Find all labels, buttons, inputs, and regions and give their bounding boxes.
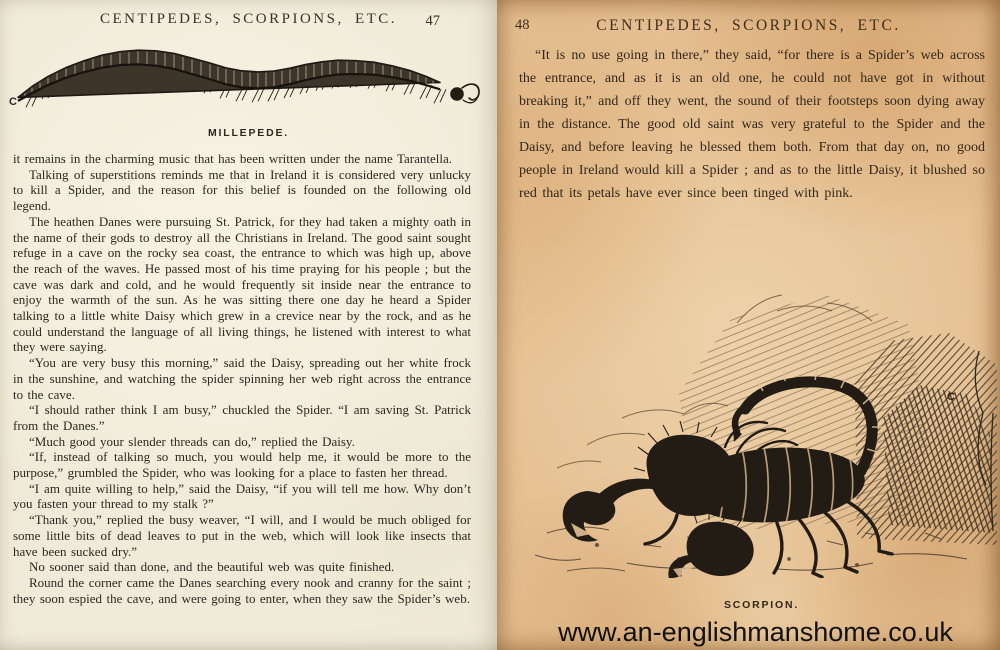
millipede-engraving-illustration (6, 32, 492, 126)
paragraph: “I am quite willing to help,” said the Daisy, “if you will tell me how. Why don’t you fasten your thread to my stalk ?” (13, 480, 471, 512)
paragraph: “If, instead of talking so much, you would help me, it would be more to the purpose,” grumbled the Spider, who was looking for a place to fasten her thread. (13, 449, 471, 481)
right-page (497, 0, 1000, 650)
paragraph: “It is no use going in there,” they said, “for there is a Spider’s web across the entrance, and as it is an old one, he could not have got in without breaking it,” and off they went, the sound of their footsteps soon dying away in the distance. The good old saint was very grateful to the Spider and the Daisy, and before leaving he blessed them both. From that day on, no good people in Ireland would kill a Spider ; and as to the little Daisy, it blushed so red that its petals have ever since been tinged with pink. (519, 48, 985, 201)
left-margin-letter: C (9, 96, 17, 108)
millipede-body (18, 32, 446, 101)
paragraph: The heathen Danes were pursuing St. Patrick, for they had taken a mighty oath in the name of their gods to destroy all the Christians in Ireland. The good saint sought refuge in a cave on the rocky sea coast, the entrance to which was high up, above the reach of the waves. He passed most of his time praying for his people ; but the cave was dark and cold, and he would frequently sit inside near the entrance to enjoy the warmth of the sun. As he was sitting there one day he heard a Spider talking to a little white Daisy which grew in a crevice near by the rock, and as he could understand the language of all living things, he listened with interest to what they were saying. (13, 213, 471, 355)
paragraph: No sooner said than done, and the beautiful web was quite finished. (29, 559, 395, 575)
paragraph: Round the corner came the Danes searching every nook and cranny for the saint ; they soon espied the cave, and were going to enter, when they saw the Spider’s web. (13, 574, 471, 606)
left-running-title: CENTIPEDES, SCORPIONS, ETC. (99, 11, 398, 27)
watermark-url: www.an-englishmanshome.co.uk (558, 617, 953, 647)
millipede-head (450, 84, 479, 103)
scorpion-caption: SCORPION. (723, 599, 800, 611)
scorpion-engraving-illustration (527, 233, 997, 578)
right-running-title: CENTIPEDES, SCORPIONS, ETC. (596, 17, 901, 34)
right-margin-letter: C (947, 391, 955, 403)
right-body-text (519, 44, 985, 205)
left-body-text (13, 151, 471, 606)
left-page-number: 47 (425, 13, 440, 29)
millipede-caption: MILLEPEDE. (207, 127, 289, 139)
paragraph: “You are very busy this morning,” said the Daisy, spreading out her white frock in the sunshine, and watching the spider spinning her web right across the entrance to the cave. (13, 355, 471, 402)
right-page-number: 48 (515, 17, 530, 33)
paragraph: “I should rather think I am busy,” chuckled the Spider. “I am saving St. Patrick from the Danes.” (13, 402, 471, 433)
paragraph: Talking of superstitions reminds me that in Ireland it is considered very unlucky to kill a Spider, and the reason for this belief is founded on the following old legend. (13, 166, 471, 214)
left-page (0, 0, 497, 650)
scorpion-lower-claw (687, 522, 754, 576)
paragraph: it remains in the charming music that has been written under the name Tarantella. (13, 151, 452, 166)
paragraph: “Much good your slender threads can do,” replied the Daisy. (29, 433, 355, 449)
paragraph: “Thank you,” replied the busy weaver, “I will, and I would be much obliged for some little bits of dead leaves to put in the web, which will look like insects that have been sucked dry.” (13, 512, 471, 559)
